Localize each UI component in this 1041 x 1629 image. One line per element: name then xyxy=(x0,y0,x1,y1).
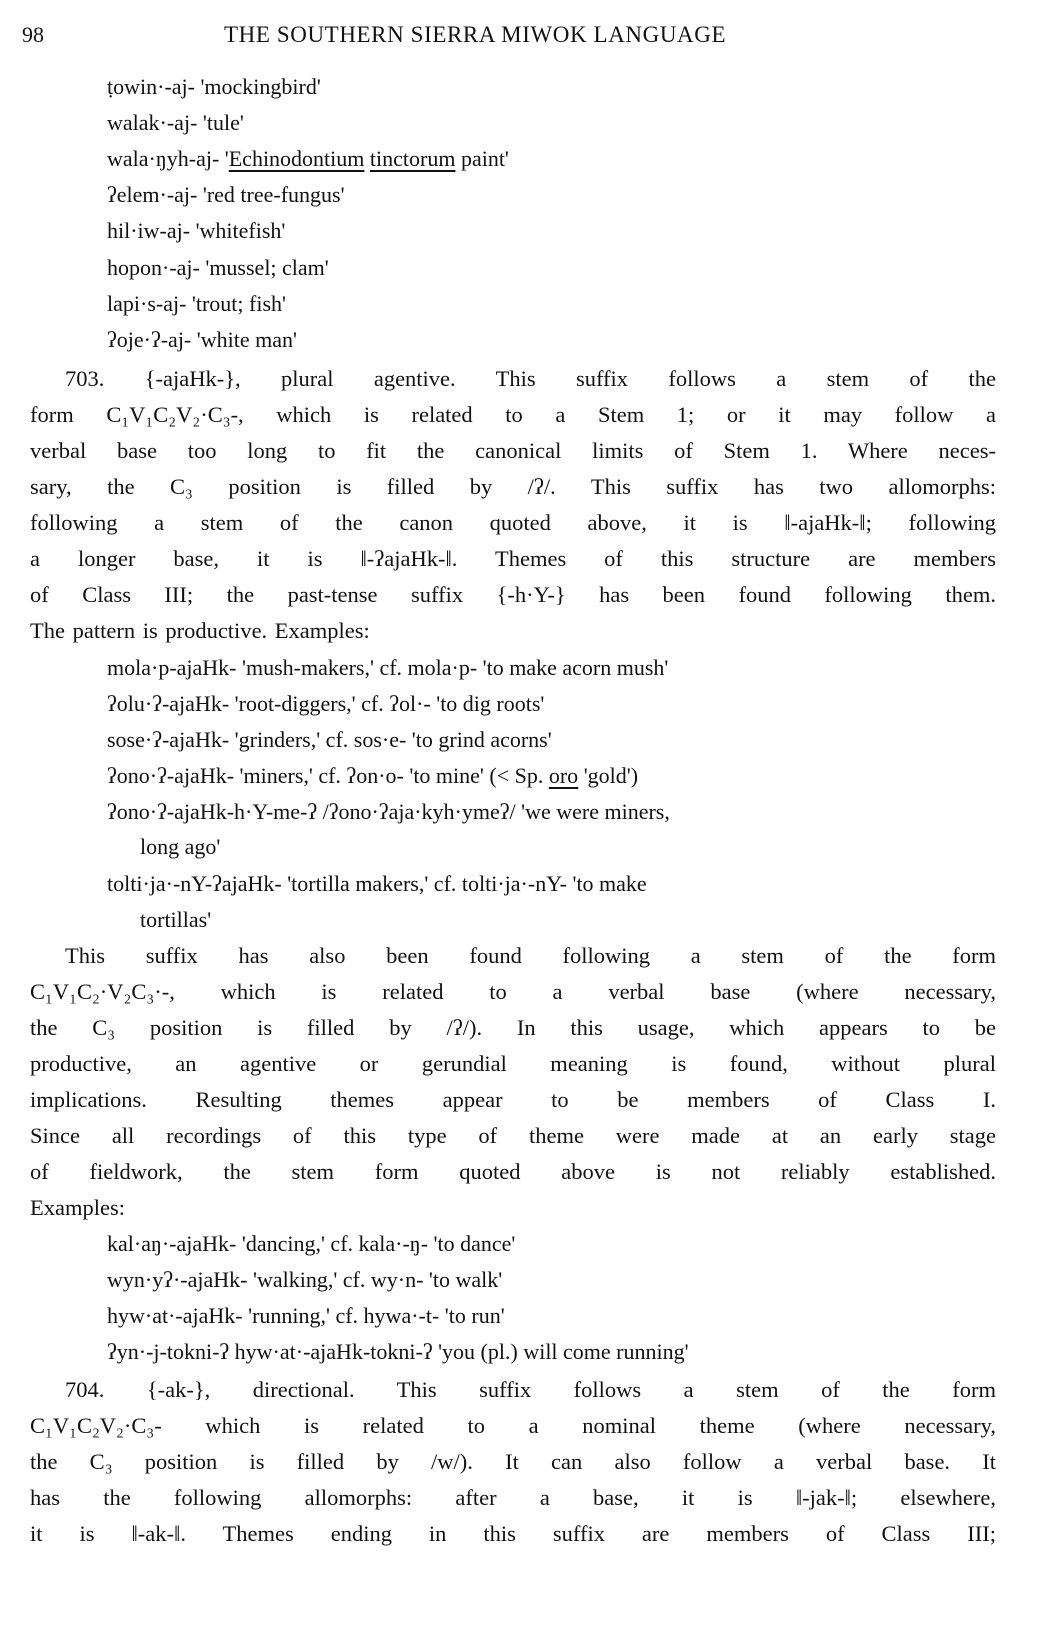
example-line: walak·-aj- 'tule' xyxy=(107,110,244,135)
paragraph-line: Since all recordings of this type of theme were made at an early stage xyxy=(30,1123,996,1148)
underlined-term: tinctorum xyxy=(369,146,456,171)
example-line: tolti·ja·-nY-ʔajaHk- 'tortilla makers,' cf. tolti·ja·-nY- 'to make xyxy=(107,871,647,896)
page-header xyxy=(0,18,1041,54)
example-line: hopon·-aj- 'mussel; clam' xyxy=(107,255,329,280)
paragraph-line: verbal base too long to fit the canonical limits of Stem 1. Where neces- xyxy=(30,438,996,463)
paragraph-line: of Class III; the past-tense suffix {-h·Y-} has been found following them. xyxy=(30,582,996,607)
paragraph-line: a longer base, it is ‖-ʔajaHk-‖. Themes of this structure are members xyxy=(30,546,996,571)
example-text: 'gold') xyxy=(578,763,639,788)
example-line xyxy=(107,761,638,791)
paragraph-line: 704. {-ak-}, directional. This suffix follows a stem of the form xyxy=(65,1377,996,1402)
example-line: hyw·at·-ajaHk- 'running,' cf. hywa·-t- 'to run' xyxy=(107,1303,505,1328)
page-number: 98 xyxy=(22,22,44,47)
example-line: ʔolu·ʔ-ajaHk- 'root-diggers,' cf. ʔol·- 'to dig roots' xyxy=(107,691,545,716)
running-title: THE SOUTHERN SIERRA MIWOK LANGUAGE xyxy=(224,22,727,47)
example-line: ʔono·ʔ-ajaHk-h·Y-me-ʔ /ʔono·ʔaja·kyh·ymeʔ/ 'we were miners, xyxy=(107,799,670,824)
example-line: wyn·yʔ·-ajaHk- 'walking,' cf. wy·n- 'to walk' xyxy=(107,1267,503,1292)
example-line: hil·iw-aj- 'whitefish' xyxy=(107,218,286,243)
example-line: lapi·s-aj- 'trout; fish' xyxy=(107,291,286,316)
example-line xyxy=(107,144,509,174)
example-line: kal·aŋ·-ajaHk- 'dancing,' cf. kala·-ŋ- 'to dance' xyxy=(107,1231,516,1256)
paragraph-line: implications. Resulting themes appear to be members of Class I. xyxy=(30,1087,996,1112)
example-text: wala·ŋyh-aj- ' xyxy=(107,146,229,171)
paragraph-line: it is ‖-ak-‖. Themes ending in this suffix are members of Class III; xyxy=(30,1521,996,1546)
example-continuation: long ago' xyxy=(140,834,221,859)
paragraph-line: 703. {-ajaHk-}, plural agentive. This suffix follows a stem of the xyxy=(65,366,996,391)
example-line: ṭowin·-aj- 'mockingbird' xyxy=(107,74,321,99)
paragraph-line: the C₃ position is filled by /ʔ/). In this usage, which appears to be xyxy=(30,1015,996,1040)
paragraph-line: The pattern is productive. Examples: xyxy=(30,618,370,643)
paragraph-line: of fieldwork, the stem form quoted above is not reliably established. xyxy=(30,1159,996,1184)
paragraph-line: form C₁V₁C₂V₂·C₃-, which is related to a Stem 1; or it may follow a xyxy=(30,402,996,427)
example-continuation: tortillas' xyxy=(140,907,212,932)
paragraph-line: C₁V₁C₂·V₂C₃·-, which is related to a verbal base (where necessary, xyxy=(30,979,996,1004)
underlined-term: oro xyxy=(548,763,579,788)
paragraph-line: Examples: xyxy=(30,1195,125,1220)
paragraph-line: This suffix has also been found following a stem of the form xyxy=(65,943,996,968)
paragraph-line: sary, the C₃ position is filled by /ʔ/. This suffix has two allomorphs: xyxy=(30,474,996,499)
example-line: ʔyn·-j-tokni-ʔ hyw·at·-ajaHk-tokni-ʔ 'you (pl.) will come running' xyxy=(107,1339,689,1364)
underlined-term: Echinodontium xyxy=(228,146,365,171)
paragraph-line: has the following allomorphs: after a base, it is ‖-jak-‖; elsewhere, xyxy=(30,1485,996,1510)
example-line: mola·p-ajaHk- 'mush-makers,' cf. mola·p- 'to make acorn mush' xyxy=(107,655,669,680)
example-line: ʔoje·ʔ-aj- 'white man' xyxy=(107,327,297,352)
example-text: paint' xyxy=(455,146,509,171)
example-text: ʔono·ʔ-ajaHk- 'miners,' cf. ʔon·o- 'to mine' (< Sp. xyxy=(107,763,549,788)
paragraph-line: productive, an agentive or gerundial meaning is found, without plural xyxy=(30,1051,996,1076)
paragraph-line: following a stem of the canon quoted above, it is ‖-ajaHk-‖; following xyxy=(30,510,996,535)
example-line: ʔelem·-aj- 'red tree-fungus' xyxy=(107,182,345,207)
paragraph-line: C₁V₁C₂V₂·C₃- which is related to a nominal theme (where necessary, xyxy=(30,1413,996,1438)
example-line: sose·ʔ-ajaHk- 'grinders,' cf. sos·e- 'to grind acorns' xyxy=(107,727,552,752)
paragraph-line: the C₃ position is filled by /w/). It can also follow a verbal base. It xyxy=(30,1449,996,1474)
